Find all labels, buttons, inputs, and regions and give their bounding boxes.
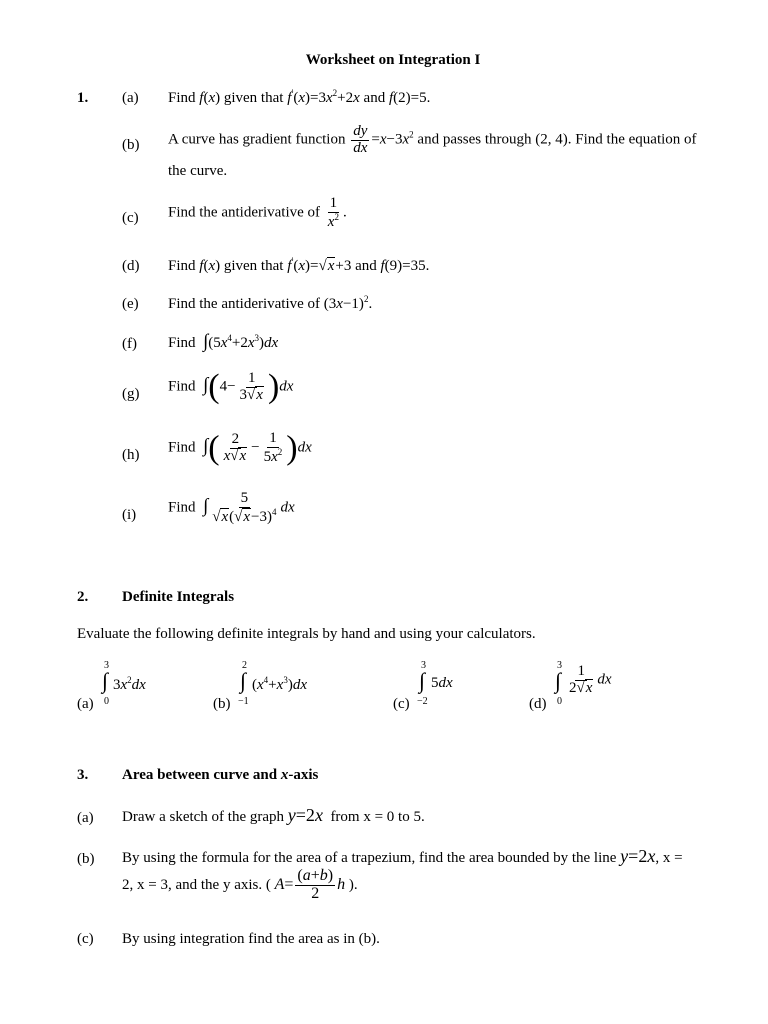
item-label: (i) [122, 507, 137, 523]
item-text: Find [168, 439, 196, 456]
item-label: (b) [122, 137, 140, 153]
integrand: $\frac{1}{2√x}$ dx [569, 663, 612, 696]
lower-limit: 0 [104, 696, 109, 707]
item-label: (f) [122, 336, 137, 352]
integrand: $3x^2dx$ [113, 675, 146, 693]
question-number: 1. [77, 90, 89, 106]
lower-limit: −1 [238, 696, 249, 707]
upper-limit: 3 [104, 660, 109, 671]
item-label: (a) [77, 810, 94, 826]
lower-limit: −2 [417, 696, 428, 707]
upper-limit: 2 [242, 660, 247, 671]
item-1b-content: A curve has gradient function $\frac{dy}{dx}$ $=x-3x^2$ and passes through (2, 4). Find the equation of [168, 123, 697, 156]
integrand: $(x^4+x^3)dx$ [252, 675, 307, 693]
item-text: Draw a sketch of the graph [122, 809, 285, 825]
item-text: By using integration find the area as in (b). [122, 931, 380, 947]
item-text: given that [223, 258, 284, 274]
item-1g-content: Find ∫(4− $\frac{1}{3√x}$ )dx [168, 368, 294, 405]
item-label: (c) [393, 696, 410, 712]
item-1d-content: Find f(x) given that f′(x)=√x+3 and f(9)=35. [168, 256, 430, 274]
integral-sign: ∫ [555, 668, 562, 693]
item-label: (a) [122, 90, 139, 106]
item-text: Find the antiderivative of [168, 296, 321, 312]
item-3b-content: By using the formula for the area of a trapezium, find the area bounded by the line y=2x, x = [122, 846, 683, 866]
item-text: A curve has gradient function [168, 131, 346, 148]
item-label: (c) [77, 931, 94, 947]
page-title: Worksheet on Integration I [305, 52, 481, 68]
upper-limit: 3 [557, 660, 562, 671]
item-text: Find [168, 258, 196, 274]
item-3a-content: Draw a sketch of the graph y=2x from x = 0 to 5. [122, 805, 425, 825]
item-text: 2, x = 3, and the y axis. ( [122, 876, 271, 893]
item-1a-content: Find f(x) given that $f'(x)=3x^2+2x$ and f(2)=5. [168, 88, 431, 106]
item-text: , x = [655, 850, 683, 866]
item-text: ). [348, 876, 358, 893]
item-text: from x = 0 to 5. [330, 809, 425, 825]
item-text: and [363, 90, 386, 106]
item-1h-content: Find ∫( $\frac{2}{x√x}$ − $\frac{1}{5x^2}$ )dx [168, 429, 312, 467]
item-text: Find [168, 90, 196, 106]
item-label: (d) [529, 696, 547, 712]
item-3b-line2: 2, x = 3, and the y axis. ( A= $\frac{(a+b)}{2}$ h ). [122, 867, 358, 902]
integral-sign: ∫ [102, 668, 109, 693]
item-1c-content: Find the antiderivative of $\frac{1}{x^2}$ . [168, 195, 347, 230]
lower-limit: 0 [557, 696, 562, 707]
section-heading: Definite Integrals [122, 589, 235, 605]
item-label: (g) [122, 386, 140, 402]
item-text: Find [168, 378, 196, 395]
integral-sign: ∫ [419, 668, 426, 693]
item-text: Find the antiderivative of [168, 204, 321, 221]
item-1i-content: Find ∫ $\frac{5}{√x(√x-3)^4}$ dx [168, 490, 295, 525]
item-label: (h) [122, 447, 140, 463]
question-number: 2. [77, 589, 89, 605]
item-label: (e) [122, 296, 139, 312]
item-1e-content: Find the antiderivative of $(3x-1)^2$. [168, 294, 373, 312]
item-label: (b) [77, 851, 95, 867]
item-label: (a) [77, 696, 94, 712]
item-label: (c) [122, 210, 139, 226]
section-heading: Area between curve and x-axis [122, 767, 319, 783]
item-text: Find [168, 335, 196, 351]
upper-limit: 3 [421, 660, 426, 671]
item-label: (b) [213, 696, 231, 712]
section-intro: Evaluate the following definite integrals by hand and using your calculators. [77, 626, 536, 642]
item-text: and passes through (2, 4). Find the equation of [417, 131, 697, 148]
integral-sign: ∫ [240, 668, 247, 693]
item-label: (d) [122, 258, 140, 274]
item-1f-content: Find $\int(5x^4+2x^3)dx$ [168, 331, 279, 352]
item-text: given that [223, 90, 284, 106]
item-text: By using the formula for the area of a trapezium, find the area bounded by the line [122, 850, 617, 866]
item-text: Find [168, 499, 196, 516]
question-number: 3. [77, 767, 89, 783]
item-text: the curve. [168, 163, 228, 179]
item-text: and [355, 258, 377, 274]
integrand: 5dx [431, 675, 453, 691]
